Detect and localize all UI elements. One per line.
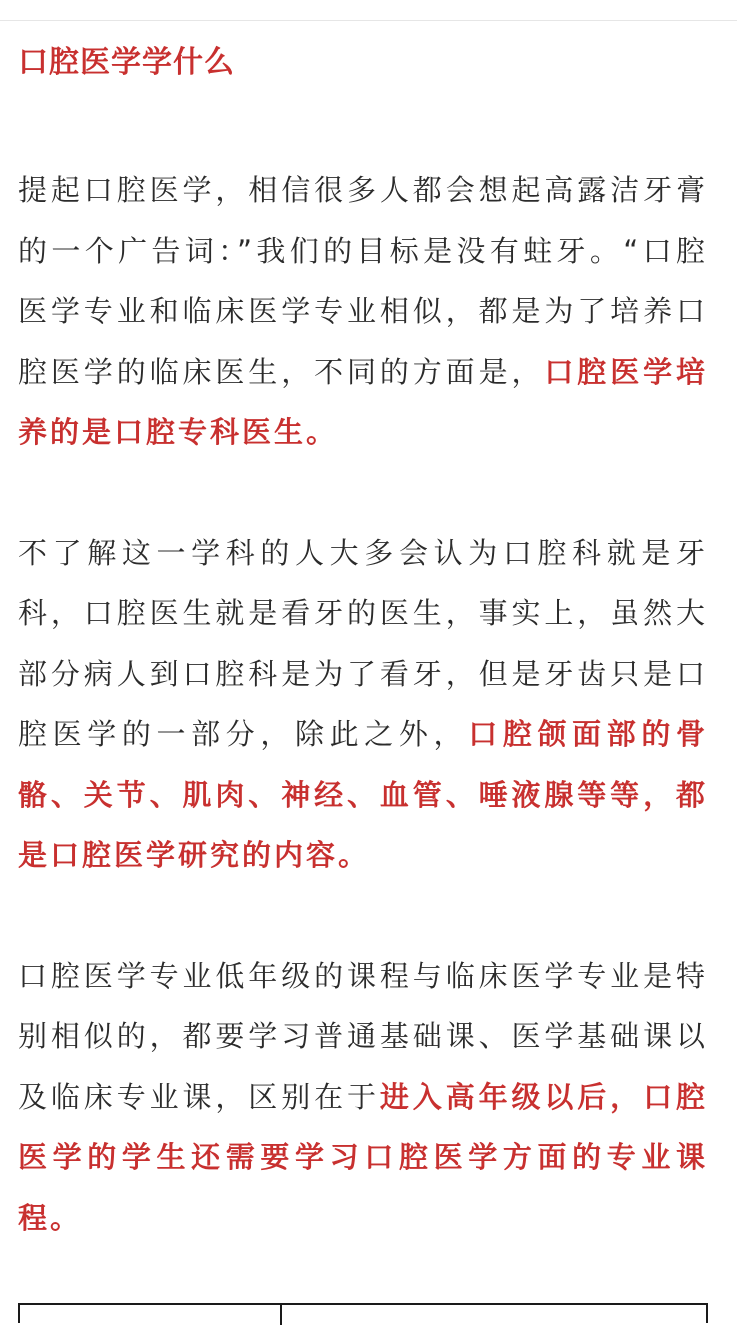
paragraph-curriculum-text: 口腔医学专业低年级的课程与临床医学专业是特别相似的，都要学习普通基础课、医学基础课以及临床专业课，区别在于	[18, 958, 708, 1114]
paragraph-intro	[18, 160, 708, 463]
paragraph-intro-text: 提起口腔医学，相信很多人都会想起高露洁牙膏的一个广告词：”我们的目标是没有蛀牙。“口腔医学专业和临床医学专业相似，都是为了培养口腔医学的临床医生，不同的方面是，	[18, 173, 708, 389]
paragraph-intro-highlight: 口腔医学培养的是口腔专科医生。	[18, 354, 708, 449]
paragraph-scope-text: 不了解这一学科的人大多会认为口腔科就是牙科，口腔医生就是看牙的医生，事实上，虽然大部分病人到口腔科是为了看牙，但是牙齿只是口腔医学的一部分，除此之外，	[18, 535, 708, 751]
table-column-divider	[280, 1305, 282, 1325]
paragraph-scope-highlight: 口腔颌面部的骨骼、关节、肌肉、神经、血管、唾液腺等等，都是口腔医学研究的内容。	[18, 717, 708, 872]
article-body	[18, 36, 708, 1248]
paragraph-scope	[18, 523, 708, 886]
table-top-edge	[18, 1303, 708, 1323]
paragraph-curriculum-highlight: 进入高年级以后，口腔医学的学生还需要学习口腔医学方面的专业课程。	[18, 1079, 708, 1235]
paragraph-curriculum	[18, 946, 708, 1249]
article-title: 口腔医学学什么	[18, 45, 235, 80]
top-divider	[0, 20, 737, 21]
